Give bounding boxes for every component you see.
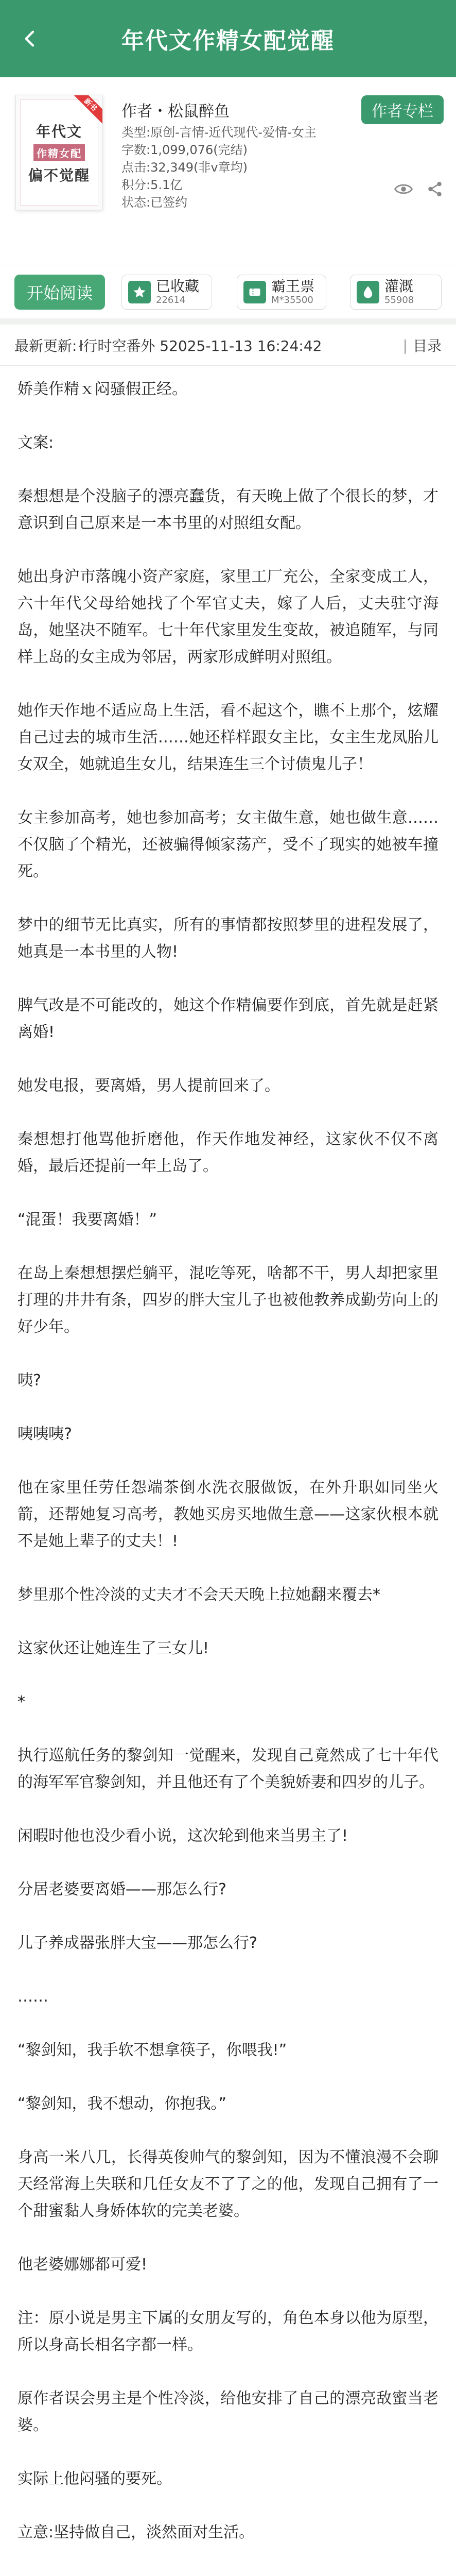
description-paragraph: 她作天作地不适应岛上生活，看不起这个，瞧不上那个，炫耀自己过去的城市生活……她还样样跟女主比，女主生龙凤胎儿女双全，她就追生女儿，结果连生三个讨债鬼儿子！	[17, 702, 439, 773]
ticket-count: M*35500	[271, 295, 313, 306]
meta-icons	[394, 180, 444, 198]
description-paragraph: *	[17, 1693, 25, 1711]
description-paragraph: 她发电报，要离婚，男人提前回来了。	[17, 1077, 280, 1095]
cover-title-line-1: 年代文	[36, 123, 82, 140]
top-bar	[0, 0, 456, 77]
book-type: 类型:原创-言情-近代现代-爱情-女主	[121, 125, 317, 140]
description-paragraph: 咦?	[17, 1371, 41, 1389]
start-reading-button[interactable]: 开始阅读	[14, 275, 105, 310]
description-paragraph: 注：原小说是男主下属的女朋友写的，角色本身以他为原型，所以身高长相名字都一样。	[17, 2309, 439, 2354]
separator: |	[402, 336, 408, 354]
ticket-button[interactable]	[237, 275, 326, 310]
book-points: 积分:5.1亿	[121, 178, 183, 192]
cover-title-line-2: 作精女配	[33, 144, 85, 161]
cover-title-line-3: 偏不觉醒	[28, 166, 90, 184]
page-title: 年代文作精女配觉醒	[121, 28, 335, 54]
book-meta	[121, 96, 444, 211]
description-paragraph: 闲暇时他也没少看小说，这次轮到他来当男主了!	[17, 1827, 348, 1845]
author-name[interactable]: 作者・松鼠醉鱼	[121, 103, 230, 121]
author-row	[121, 96, 444, 124]
meta-row-with-icons	[121, 176, 444, 194]
description-paragraph: 执行巡航任务的黎剑知一觉醒来，发现自己竟然成了七十年代的海军军官黎剑知，并且他还有了个美貌娇妻和四岁的儿子。	[17, 1747, 439, 1791]
action-bar	[0, 265, 456, 318]
share-icon[interactable]	[426, 180, 444, 198]
water-drop-icon	[357, 281, 379, 303]
back-button[interactable]	[12, 21, 48, 57]
book-word-count: 字数:1,099,076(完结)	[121, 143, 248, 157]
book-clicks: 点击:32,349(非v章均)	[121, 160, 248, 175]
description-paragraph: 分居老婆要离婚——那怎么行?	[17, 1880, 226, 1899]
latest-update-label: 最新更新:	[14, 337, 77, 354]
book-info-card	[0, 77, 456, 265]
star-icon	[128, 281, 151, 303]
description-paragraph: 咦咦咦?	[17, 1425, 72, 1443]
favorite-count: 22614	[156, 295, 186, 306]
description-paragraph: 脾气改是不可能改的，她这个作精偏要作到底，首先就是赶紧离婚!	[17, 996, 439, 1041]
ticket-icon	[243, 281, 266, 303]
latest-update-bar[interactable]	[0, 325, 456, 366]
description-paragraph: 在岛上秦想想摆烂躺平，混吃等死，啥都不干，男人却把家里打理的井井有条，四岁的胖大宝儿子也被他教养成勤劳向上的好少年。	[17, 1264, 439, 1336]
description-paragraph: 女主参加高考，她也参加高考；女主做生意，她也做生意……不仅脑了个精光，还被骗得倾家荡产，受不了现实的她被车撞死。	[17, 809, 439, 880]
book-description	[0, 366, 456, 2576]
description-paragraph: “黎剑知，我不想动，你抱我。”	[17, 2095, 227, 2113]
description-paragraph: 他在家里任劳任怨端茶倒水洗衣服做饭，在外升职如同坐火箭，还帮她复习高考，教她买房买地做生意——这家伙根本就不是她上辈子的丈夫！!	[17, 1479, 439, 1550]
book-status: 状态:已签约	[121, 195, 188, 210]
toc-label: 目录	[412, 337, 442, 354]
favorite-label: 已收藏	[156, 278, 200, 295]
water-button[interactable]	[350, 275, 442, 310]
description-paragraph: 她出身沪市落魄小资产家庭，家里工厂充公，全家变成工人，六十年代父母给她找了个军官丈夫，嫁了人后，丈夫驻守海岛，她坚决不随军。七十年代家里发生变故，被追随军，与同样上岛的女主成为邻居，两家形成鲜明对照组。	[17, 568, 439, 666]
description-paragraph: 秦想想是个没脑子的漂亮蠢货，有天晚上做了个很长的梦，才意识到自己原来是一本书里的对照组女配。	[17, 487, 439, 532]
description-paragraph: 文案:	[17, 434, 54, 452]
table-of-contents-button[interactable]	[403, 325, 442, 366]
description-paragraph: 梦里那个性冷淡的丈夫才不会天天晚上拉她翻来覆去*	[17, 1586, 380, 1604]
favorite-button[interactable]	[121, 275, 212, 310]
description-paragraph: 梦中的细节无比真实，所有的事情都按照梦里的进程发展了，她真是一本书里的人物!	[17, 916, 439, 961]
description-paragraph: 这家伙还让她连生了三女儿!	[17, 1639, 209, 1657]
eye-icon[interactable]	[394, 181, 413, 197]
description-paragraph: “混蛋！我要离婚！”	[17, 1211, 157, 1229]
water-count: 55908	[384, 295, 414, 306]
description-paragraph: 秦想想打他骂他折磨他，作天作地发神经，这家伙不仅不离婚，最后还提前一年上岛了。	[17, 1130, 439, 1175]
ticket-label: 霸王票	[271, 278, 315, 295]
description-paragraph: 身高一米八几，长得英俊帅气的黎剑知，因为不懂浪漫不会聊天经常海上失联和几任女友不了了之的他，发现自己拥有了一个甜蜜黏人身娇体软的完美老婆。	[17, 2148, 439, 2220]
description-paragraph: ……	[17, 1988, 48, 2006]
chevron-left-icon	[20, 28, 41, 49]
description-paragraph: 实际上他闷骚的要死。	[17, 2470, 172, 2488]
book-cover[interactable]	[15, 95, 103, 210]
description-paragraph: 他老婆娜娜都可爱!	[17, 2256, 148, 2274]
description-paragraph: 原作者误会男主是个性冷淡，给他安排了自己的漂亮敌蜜当老婆。	[17, 2389, 439, 2434]
description-paragraph: “黎剑知，我手软不想拿筷子，你喂我!”	[17, 2041, 287, 2059]
description-paragraph: 娇美作精ｘ闷骚假正经。	[17, 380, 187, 398]
water-label: 灌溉	[384, 278, 414, 295]
description-paragraph: 立意:坚持做自己，淡然面对生活。	[17, 2523, 255, 2541]
cover-ribbon-label: 新书	[74, 95, 103, 124]
cover-ribbon	[74, 95, 103, 124]
description-paragraph: 儿子养成器张胖大宝——那怎么行?	[17, 1934, 257, 1952]
author-column-button[interactable]: 作者专栏	[361, 95, 444, 124]
latest-chapter-title[interactable]: ł行时空番外 52025-11-13 16:24:42	[79, 337, 322, 354]
